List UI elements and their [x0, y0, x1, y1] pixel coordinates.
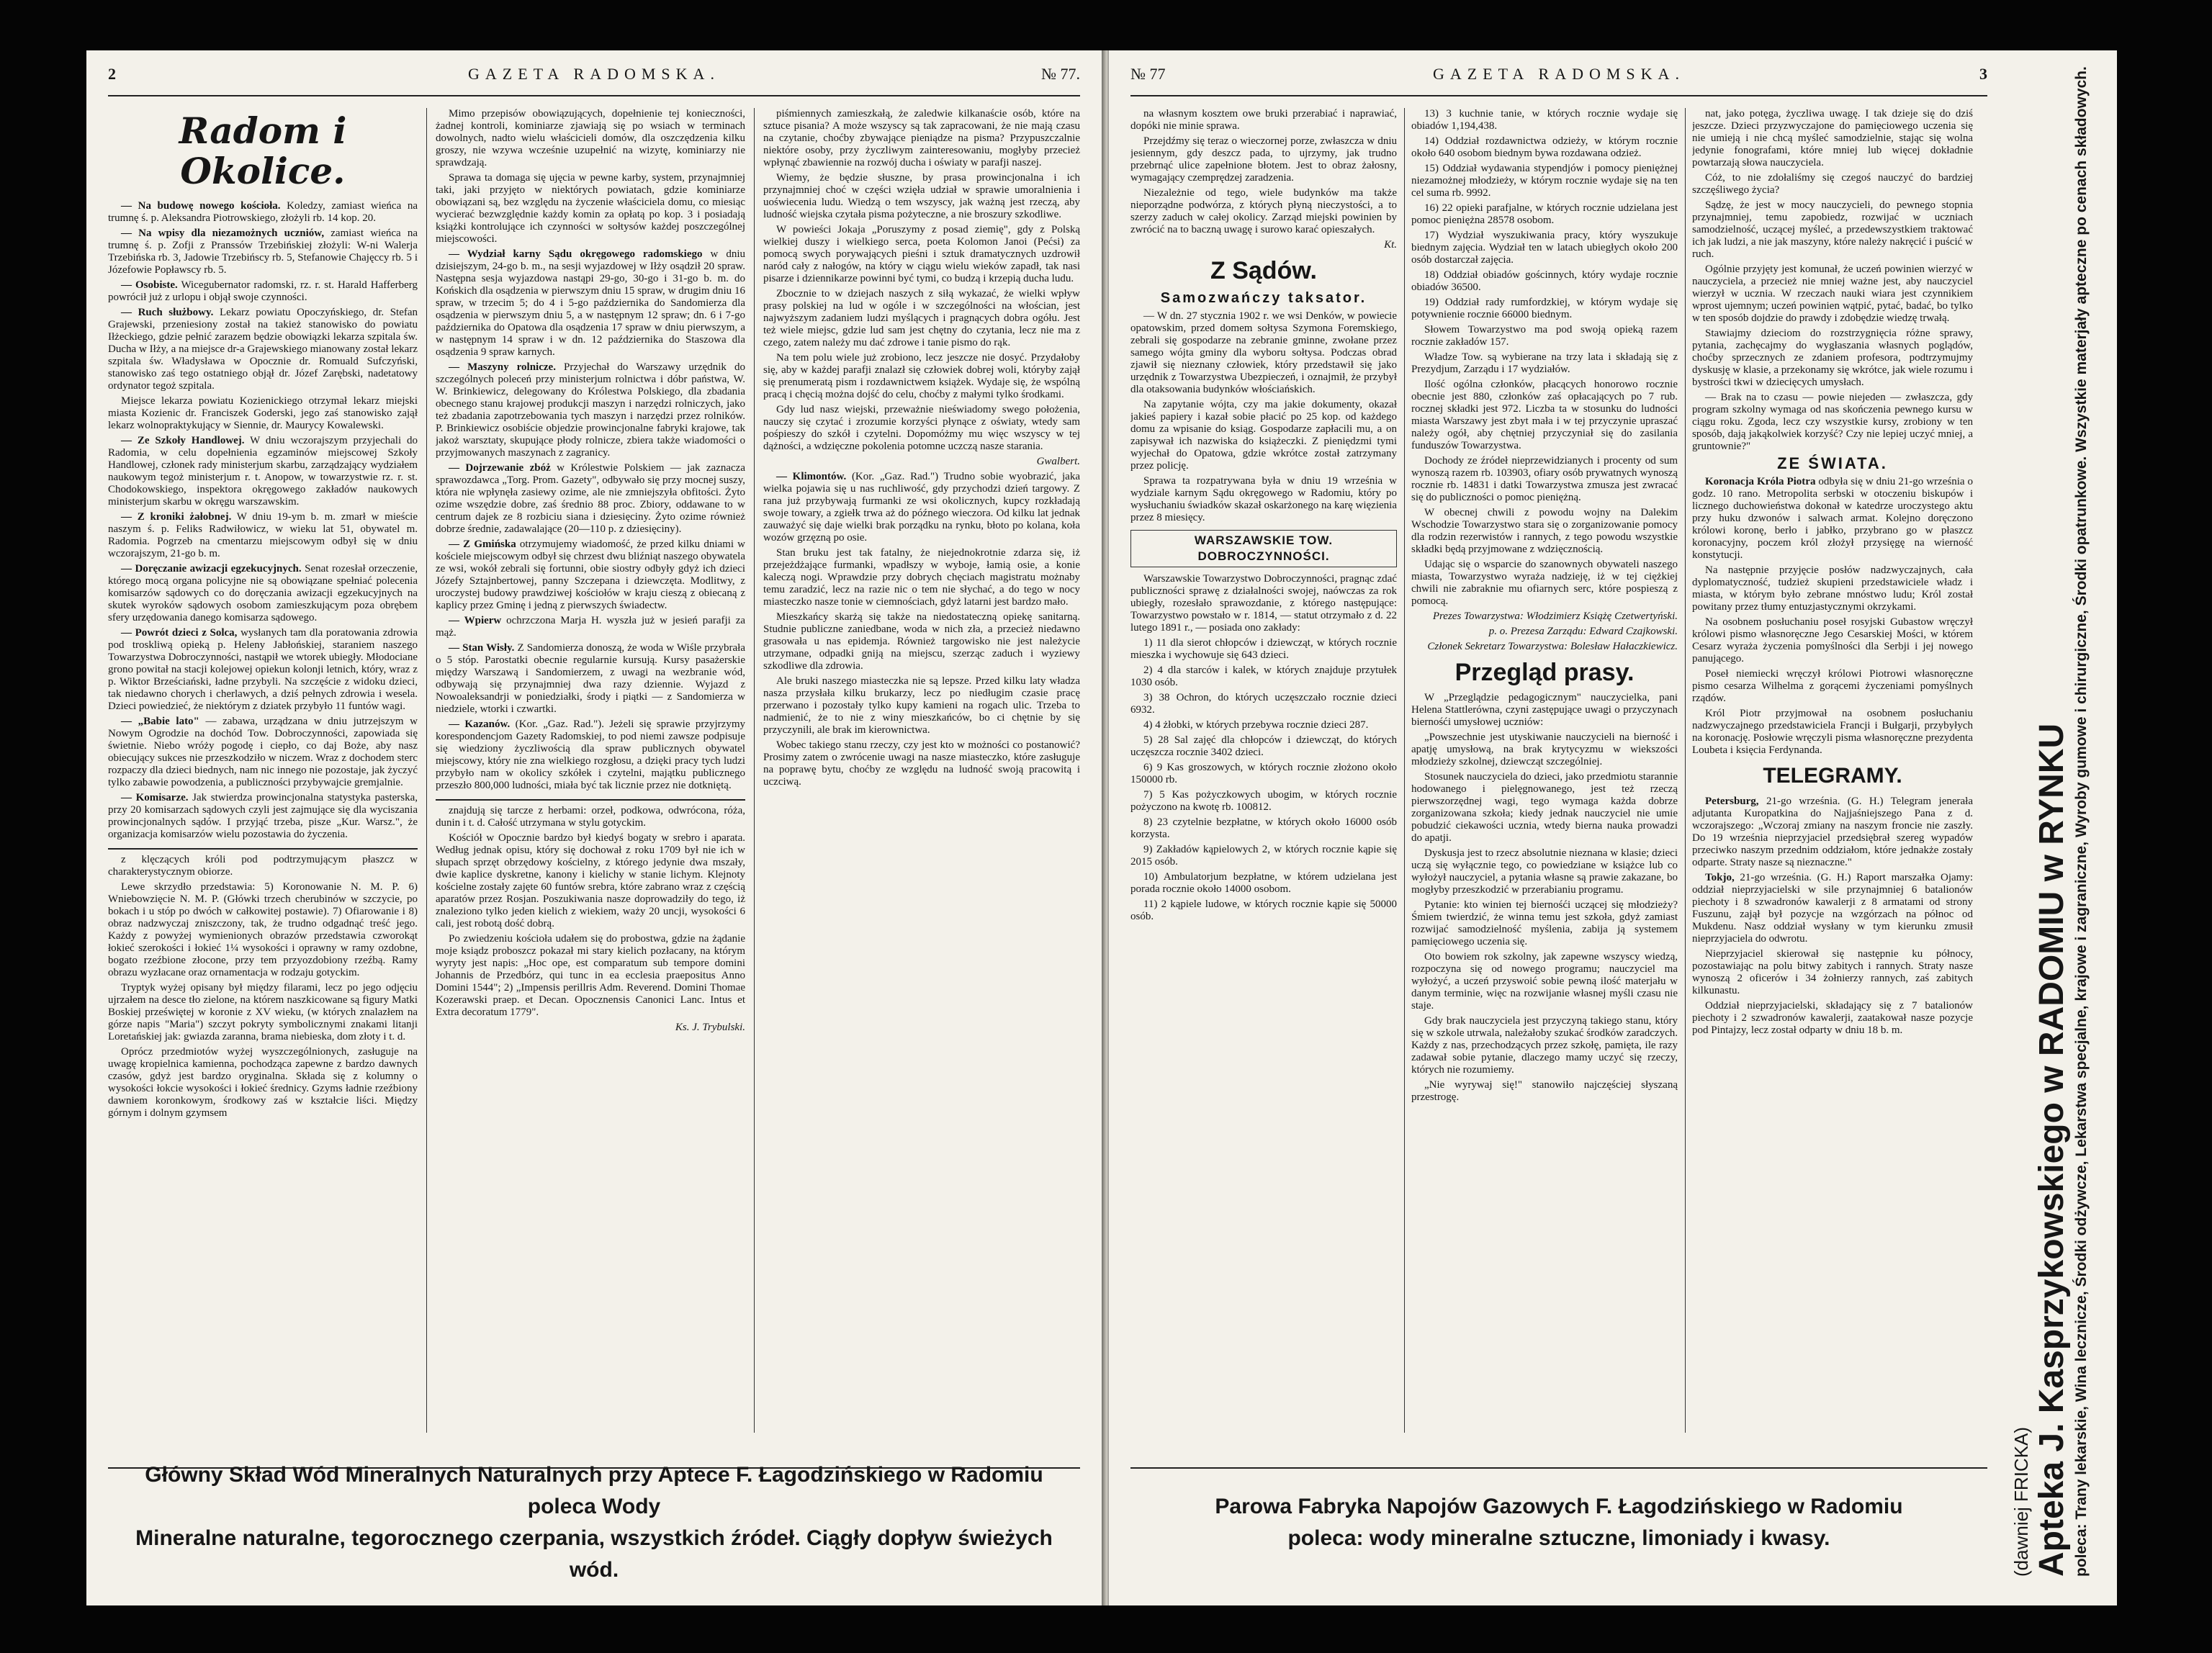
article-paragraph — [108, 200, 418, 225]
newspaper-title: GAZETA RADOMSKA. — [468, 65, 720, 83]
right-page — [1109, 50, 2117, 1605]
article-paragraph — [1411, 455, 1678, 504]
article-paragraph — [436, 642, 745, 716]
article-heading: — Klimontów. — [776, 471, 847, 482]
article-text: 1) 11 dla sierot chłopców i dziewcząt, w których rocznie mieszka i wychowuje się 643 dzieci. — [1130, 637, 1397, 661]
article-text: W dniu wczorajszym przyjechali do Radomia, w celu dopełnienia egzaminów miejscowej Szkoły Handlowej, członek rady ministerjum skarbu, zarządzający wydziałem naukowym tegoż ministerjum r. t. Anopow, w towarzystwie rz. r. st. Chodokowskiego, inspektora okręgowego zakładów naukowych ministerjum skarbu w okręgu warszawskim. — [108, 435, 418, 508]
article-paragraph — [1130, 637, 1397, 662]
article-paragraph — [1411, 108, 1678, 132]
press-review-body — [1411, 692, 1678, 1104]
article-paragraph — [436, 933, 745, 1019]
article-text: Senat rozesłał orzeczenie, którego mocą organa policyjne nie są obowiązane spełniać polecenia komisarzów sądowych co do doręczania awizacji egzekucyjnych na skutek wyroków sądowych osobom zamieszkującym poza obrębem sfery urzędowania danego komisarza sądowego. — [108, 563, 418, 623]
article-text: otrzymujemy wiadomość, że przed kilku dniami w kościele miejscowym odbył się chrzest dwu bliźniąt naszego obywatela ze wsi, wokół zebrali się fortunni, obie siostry odbyły gdyż ich dzieci Józefy Sztajnbertowej, panny Szczepana i dziewczęta. Modlitwy, z uroczystej budowy prawdziwej kościołów w kraju cieszą z obiecaną z kaplicy przez Gminę i jedną z pierwszych świadectw. — [436, 539, 745, 611]
article-text: Sprawa ta domaga się ujęcia w pewne karby, system, przynajmniej taki, jaki przyjęto w niektórych powiatach, gdzie kominiarze obowiązani są, bez względu na życzenie właściciela domu, co miesiąc wycierać bezwzględnie każdy komin za opłatą po kop. 3 i posiadają książki kontrolujące ich czynności w sołtysów każdej poszczególnej miejscowości. — [436, 172, 745, 245]
article-paragraph — [1130, 187, 1397, 236]
article-text: w dniu dzisiejszym, 24-go b. m., na sesji wyjazdowej w Iłży osądził 20 spraw. Następna sesja wyjazdowa nastąpi 29-go, 30-go i 31-go b. m. do Końskich dla osądzenia w pierwszym dniu 15 spraw, w drugim dniu 16 spraw, w trzecim 5; do 4 i 5-go października do Sandomierza dla osądzenia w pierwszym dniu 5, a w następnym 12 spraw; dn. 6 i 7-go października do Opatowa dla osądzenia 17 spraw w dniu pierwszym, a w następnym 14 spraw i w dn. 12 października do Staszowa dla osądzenia 9 spraw karnych. — [436, 248, 745, 358]
article-text: Dochody ze źródeł nieprzewidzianych i procenty od sum wynoszą razem rb. 103903, ofiary osób prywatnych wynoszą rocznie rb. 14831 i datki Towarzystwa zmusza jest zwracać się do publiczności o pomoc pieniężną. — [1411, 455, 1678, 503]
article-paragraph — [1411, 899, 1678, 948]
article-paragraph — [1130, 573, 1397, 634]
article-paragraph — [763, 611, 1080, 672]
article-paragraph — [108, 881, 418, 979]
footer-line-2: poleca: wody mineralne sztuczne, limoniady i kwasy. — [1287, 1526, 1830, 1550]
article-paragraph — [1130, 871, 1397, 896]
article-heading: — Stan Wisły. — [449, 642, 515, 654]
article-text: Lekarz powiatu Opoczyńskiego, dr. Stefan Grajewski, przeniesiony został na takież stanowisko do powiatu Iłżeckiego, gdzie pełnić zarazem będzie obowiązki lekarza szpitala św. Ducha w Iłży, a na miejsce dr-a Grajewskiego mianowany został lekarz szpitala św. Władysława w Opocznie dr. Romuald Sufczyński, stanowisko zaś tego ostatniego objął dr. Józef Zarębski, nadetatowy ordynator tegoż szpitala. — [108, 307, 418, 392]
footer-line-1: Główny Skład Wód Mineralnych Naturalnych przy Aptece F. Łagodzińskiego w Radomiu poleca Wody — [145, 1463, 1043, 1518]
article-text: 6) 9 Kas groszowych, w których rocznie złożono około 150000 rb. — [1130, 762, 1397, 785]
newspaper-title: GAZETA RADOMSKA. — [1433, 65, 1685, 83]
article-signature: p. o. Prezesa Zarządu: Edward Czajkowski. — [1488, 626, 1678, 637]
article-heading: — Komisarze. — [121, 792, 189, 803]
article-text: 17) Wydział wyszukiwania pracy, który wyszukuje biednym zajęcia. Wydział ten w latach ubiegłych około 200 osób dostarczał zajęcia. — [1411, 230, 1678, 266]
article-paragraph — [763, 471, 1080, 544]
article-paragraph — [1692, 172, 1973, 197]
article-text: Wicegubernator radomski, rz. r. st. Harald Hafferberg powrócił już z urlopu i objął swoje czynności. — [108, 279, 418, 303]
article-text: — zabawa, urządzana w dniu jutrzejszym w Nowym Ogrodzie na dochód Tow. Dobroczynności, zapowiada się świetnie. Niebo wróży pogodę i ciepło, co daj Boże, aby nasz obiecujący sukces nie przeszkodziło w niczem. Wraz z dochodem sterc rozpaczy dla dzieci biednych, nam nic innego nie pozostaje, jak życzyć tylko zabawie powodzenia, a publiczności przybywajcie gremjalnie. — [108, 716, 418, 788]
article-paragraph — [436, 615, 745, 639]
article-text: Kościół w Opocznie bardzo był kiedyś bogaty w srebro i aparata. Według jednak opisu, który się dochował z roku 1709 był nie ich w słupach sprzęt obrzędowy kościelny, z którego jedynie dwa mszały, dwie kaplice dyskretne, kanony i kielichy w stanie lichym. Klejnoty kościelne zostały zajęte 60 funtów srebra, które zabrano wraz z częścią aparatów przez Rosjan. Poszukiwania nasze doprowadziły do tego, iż znaleziono tylko jeden kielich z wiekiem, waży 20 uncji, wysokości 6 cali, jest robotą dość dobrą. — [436, 832, 745, 929]
article-paragraph — [1411, 351, 1678, 376]
article-paragraph — [763, 404, 1080, 453]
right-column-2 — [1411, 108, 1678, 1433]
article-paragraph — [1411, 731, 1678, 768]
article-paragraph — [108, 511, 418, 560]
article-text: Zbocznie to w dziejach naszych z siłą wykazać, że wielki wpływ prasy polskiej na lud w ogóle i w szczególności na włościan, jest najwyższym zadaniem ludzi myślących i pragnących dobra ogółu. Jest też wiele miejsc, gdzie lud sam jest chętny do czytania, lecz nie ma z czego, zatem należy mu dać zdrowe i tanie pismo do rąk. — [763, 288, 1080, 348]
article-paragraph — [763, 675, 1080, 737]
article-text: 2) 4 dla starców i kalek, w których znajduje przytułek 1030 osób. — [1130, 665, 1397, 688]
page-number: 3 — [1979, 65, 1987, 83]
article-text: z klęczących króli pod podtrzymującym płaszcz w charakterystycznym obiorze. — [108, 854, 418, 878]
column-divider — [436, 799, 745, 801]
article-paragraph — [1411, 771, 1678, 844]
article-text: Stan bruku jest tak fatalny, że niejednokrotnie zdarza się, iż przejeżdżające furmanki, wpadłszy w wyboje, łamią osie, a konie kaleczą nogi. Wprawdzie przy dobrych chęciach magistratu możnaby temu zaradzić, lecz na razie nic o tem nie słychać, a do tego w nocy miasteczko nasze tonie w ciemnościach, gdyż latarni jest bardzo mało. — [763, 547, 1080, 608]
article-paragraph — [1692, 199, 1973, 261]
article-text: Ale bruki naszego miasteczka nie są lepsze. Przed kilku laty władza nasza przysłała kilku brukarzy, lecz po niedługim czasie pracę przerwano i pozostały tylko kupy kamieni na rogach ulic. Trzeba to nadmienić, że to nie z winy mieszkańców, bo ci chętnie by się przyczynili, ale brak im kierownictwa. — [763, 675, 1080, 736]
article-paragraph — [1411, 230, 1678, 266]
article-text: na własnym kosztem owe bruki przerabiać i naprawiać, dopóki nie minie sprawa. — [1130, 108, 1397, 132]
article-text: 4) 4 żłobki, w których przebywa rocznie dzieci 287. — [1143, 719, 1369, 731]
article-heading: — Wpierw — [449, 615, 502, 626]
article-paragraph — [108, 627, 418, 713]
article-text: 9) Zakładów kąpielowych 2, w których rocznie kąpie się 2015 osób. — [1130, 844, 1397, 868]
article-paragraph — [763, 288, 1080, 349]
article-text: Udając się o wsparcie do szanownych obywateli naszego miasta, Towarzystwo wyraża nadzieję, iż w tej ciężkiej chwili nie zabraknie mu ofiarnych serc, które pospieszą z pomocą. — [1411, 559, 1678, 607]
article-heading: Koronacja Króla Piotra — [1705, 476, 1816, 487]
article-text: Ogólnie przyjęty jest komunał, że uczeń powinien wierzyć w nauczyciela, a przecież nie mniej ważne jest, aby nauczyciel wierzył w ucznia. W rzeczach nauki wiara jest czynnikiem wprost ujemnym; uczeń powinien wątpić, pytać, badać, bo tylko w ten sposób dojdzie do prawdy i zdobędzie wiedzę trwałą. — [1692, 264, 1973, 324]
article-paragraph — [1411, 163, 1678, 199]
left-page-header — [108, 65, 1080, 94]
header-rule — [1130, 95, 1987, 96]
article-heading: — Na budowę nowego kościoła. — [121, 200, 281, 212]
article-paragraph — [1411, 379, 1678, 452]
article-paragraph — [108, 279, 418, 304]
article-paragraph — [1692, 1000, 1973, 1037]
article-paragraph — [1130, 816, 1397, 841]
article-text: Mimo przepisów obowiązujących, dopełnienie tej konieczności, żadnej kontroli, kominiarze zjawiają się po wsiach w terminach dowolnych, nadto wielu właścicieli domów, dla oszczędzenia kilku groszy, nie wzywa wcześnie uzupełnić na wizytę, kominiarzy nie sprawdzają. — [436, 108, 745, 168]
article-text: zamiast wieńca na trumnę ś. p. Zofji z Pranssów Trzebińskiej złożyli: W-ni Walerja Trzebińska rb. 3, Jadowie Trzebińscy rb. 5, Stefanowie Chajęccy rb. 5 i Józefowie Popławscy rb. 5. — [108, 228, 418, 276]
column-body — [1411, 108, 1678, 653]
article-text: Stawiajmy dzieciom do rozstrzygnięcia różne sprawy, pytania, zachęcajmy do wygłaszania własnych poglądów, choćby sprzecznych ze zdaniem profesora, podtrzymujmy dyskusję w klasie, a przekonamy się wkrótce, jak wiele rozumu i bystrości tkwi w dziecięcych umysłach. — [1692, 328, 1973, 388]
article-paragraph — [1692, 668, 1973, 705]
ad-line-1: poleca: Trany lekarskie, Wina lecznicze, Środki odżywcze, Lekarstwa specjalne, krajowe i zagraniczne, Wyroby gumowe i chirurgiczne, Środki opatrunkowe. Wszystkie materjały apteczne po cenach składowych. — [2073, 66, 2090, 1577]
article-paragraph — [763, 224, 1080, 285]
article-text: (Kor. „Gaz. Rad."). Jeżeli się sprawie przyjrzymy korespondencjom Gazety Radomskiej, to pod niemi zawsze podpisuje się wiedziony życzliwością dla spraw publicznych obywatel miejscowy, który nie zna wielkiego rozgłosu, a dzięki pracy tych ludzi przybyło nam w okolicy szkółek i czytelni, majątku publicznego przeszło 800,000 ludności, miała być tak licznie przez nie dotkniętą. — [436, 719, 745, 791]
article-text: Wiemy, że będzie słuszne, by prasa prowincjonalna i ich przynajmniej choć w części wzięła udział w sprawie umoralnienia i uoświecenia ludu. Wiedzą o tem wszyscy, jak ważną jest rzeczą, aby ludność wiejska czytała pisma pożyteczne, a nie broszury szkodliwe. — [763, 172, 1080, 220]
article-heading: — Na wpisy dla niezamożnych uczniów, — [121, 228, 325, 239]
article-text: Przyjechał do Warszawy urzędnik do szczególnych poleceń przy ministerjum rolnictwa i dóbr państwa, W. W. Brinkiewicz, delegowany do Królestwa Polskiego, dla zbadania obecnego stanu krajowej produkcji maszyn i narzędzi rolniczych, jako też zbadania zapotrzebowania tych maszyn i narzędzi przez rolników. P. Brinkiewicz osobiście objedzie prowincjonalne fabryki krajowe, tak jakoż warsztaty, skupujące płody rolnicze, zbiera także wiadomości o przyjmowanych maszynach z zagranicy. — [436, 361, 745, 459]
article-paragraph — [1411, 1015, 1678, 1076]
article-text: Słowem Towarzystwo ma pod swoją opieką razem rocznie zakładów 157. — [1411, 324, 1678, 348]
article-text: (Kor. „Gaz. Rad.") Trudno sobie wyobrazić, jaka wielka pojawia się u nas ruchliwość, gdy przychodzi dzień targowy. Z rana już przybywają furmanki ze wsi okolicznych, kupcy rozkładają swoje towary, a zgiełk trwa aż do późnego wieczora. Od kilku lat jednak zauważyć się daje wielki brak porządku na rynku, błoto po kolana, koła wozów grzęzną po osie. — [763, 471, 1080, 544]
article-paragraph — [436, 832, 745, 930]
article-heading: — Kazanów. — [449, 719, 511, 730]
article-signature: Członek Sekretarz Towarzystwa: Bolesław Hałaczkiewicz. — [1427, 641, 1678, 652]
article-text: W obecnej chwili z powodu wojny na Dalekim Wschodzie Towarzystwo stara się o zorganizowanie pomocy dla rodzin rezerwistów i rannych, z tego powodu wszystkie składki będą przyjmowane z wdzięcznością. — [1411, 507, 1678, 555]
article-text: Jak stwierdza prowincjonalna statystyka pasterska, przy 20 komisarzach sądowych czyli jest zajmujące się dla wyciszania prowincjonalnych sądów. I przyjąć trzeba, pisze „Kur. Warsz.", że organizacja komisarzów wielu pozostawia do życzenia. — [108, 792, 418, 840]
article-text: Władze Tow. są wybierane na trzy lata i składają się z Prezydjum, Zarządu i 17 wydziałów. — [1411, 351, 1678, 375]
column-body — [763, 108, 1080, 788]
charity-section-title: WARSZAWSKIE TOW. DOBROCZYNNOŚCI. — [1130, 530, 1397, 567]
article-text: Mieszkańcy skarżą się także na niedostateczną opiekę sanitarną. Studnie publiczne zaniedbane, woda w nich zła, a przecież niedawno grasowała u nas epidemja. Również targowisko nie jest należycie utrzymane, odpadki gniją na miejscu, szerząc zaduch i wyziewy szkodliwe dla zdrowia. — [763, 611, 1080, 672]
article-heading: — Z kroniki żałobnej. — [121, 511, 232, 523]
article-text: Po zwiedzeniu kościoła udałem się do probostwa, gdzie na żądanie moje ksiądz proboszcz pokazał mi stary kielich pozłacany, na którym wyryty jest napis: „Hoc ope, est comparatum sub tempore domini Johannis de Przedbórz, qui tunc in ea ecclesia praepositus Anno Domini 1544"; 2) „Impensis perillris Adm. Reverend. Domini Thomae Kozerawski praep. et Decan. Opocznensis Canonici Lanc. Intus et Extra decoratum 1779". — [436, 933, 745, 1018]
article-text: Gdy brak nauczyciela jest przyczyną takiego stanu, który się w szkole utrwala, należałoby szukać środków zaradczych. Każdy z nas, przechodzących przez szkołę, pamięta, ile razy zadawał sobie pytanie, dlaczego mamy uczyć się rzeczy, których nie rozumiemy. — [1411, 1015, 1678, 1076]
article-paragraph — [1130, 665, 1397, 689]
article-paragraph — [108, 307, 418, 392]
column-rule — [1404, 108, 1405, 1433]
article-paragraph — [1692, 392, 1973, 453]
article-paragraph — [763, 108, 1080, 169]
article-paragraph — [1411, 559, 1678, 608]
article-heading: Petersburg, — [1705, 796, 1759, 807]
article-paragraph — [1692, 796, 1973, 869]
article-paragraph — [1411, 297, 1678, 321]
courts-article-title: Samozwańczy taksator. — [1160, 290, 1367, 306]
article-paragraph — [1692, 108, 1973, 169]
article-text: Oprócz przedmiotów wyżej wyszczególnionych, zasługuje na uwagę kropielnica kamienna, pochodząca zapewne z bardzo dawnych czasów, gdyż jest bardzo oryginalna. Składa się z kolumny o wysokości łokcie wysokości i łokieć średnicy. Gzyms ładnie rzeźbiony dawniem koronkowym, środkowy zaś w kształcie liści. Między górnym i dolnym gzymsem — [108, 1046, 418, 1119]
article-text: 13) 3 kuchnie tanie, w których rocznie wydaje się obiadów 1,194,438. — [1411, 108, 1678, 132]
article-paragraph — [1130, 719, 1397, 731]
article-text: 19) Oddział rady rumfordzkiej, w którym wydaje się potywnienie rocznie 66000 biednym. — [1411, 297, 1678, 320]
article-text: Poseł niemiecki wręczył królowi Piotrowi własnoręczne pismo cesarza Wilhelma z gorącemi życzeniami pomyślnych rządów. — [1692, 668, 1973, 704]
article-paragraph — [1692, 708, 1973, 757]
telegrams-title: TELEGRAMY. — [1763, 764, 1902, 788]
article-text: ochrzczona Marja H. wyszła już w jesień parafji za mąż. — [436, 615, 745, 639]
article-text: Sprawa ta rozpatrywana była w dniu 19 września w wydziale karnym Sądu okręgowego w Radomiu, który po wysłuchaniu świadków skazał oskarżonego na karę więzienia przez 8 miesięcy. — [1130, 475, 1397, 523]
article-text: Pytanie: kto winien tej biernośći uczącej się młodzieży? Śmiem twierdzić, że winna temu jest szkoła, gdyż zamiast rozwijać samodzielność myślenia, zabija ją systemem pamięciowego uczenia się. — [1411, 899, 1678, 947]
column-rule — [1685, 108, 1686, 1433]
article-heading: — Ze Szkoły Handlowej. — [121, 435, 245, 446]
article-paragraph — [436, 462, 745, 536]
article-text: 15) Oddział wydawania stypendjów i pomocy pieniężnej niezamożnej młodzieży, w którym rocznie wydaje się na ten cel suma rb. 9992. — [1411, 163, 1678, 199]
article-text: wysłanych tam dla poratowania zdrowia pod troskliwą opieką p. Heleny Jabłońskiej, staraniem naszego Towarzystwa Dobroczynności, nastąpił we wtorek ubiegły. Młodociane grono powitał na stacji kolejowej opiekun kolonji letnich, który, wraz z p. Wiktor Brześciański, ładne przybyli. Na szczęście z widoku dzieci, tak niedawno chorych i cherlawych, a dziś pełnych zdrowia i wesela. Dzieci powiedzieć, że niektórym z dziatek przybyło 11 funtów wagi. — [108, 627, 418, 712]
article-text: 10) Ambulatorjum bezpłatne, w którem udzielana jest porada rocznie około 14000 osobom. — [1130, 871, 1397, 895]
article-text: znajdują się tarcze z herbami: orzeł, podkowa, odwrócona, róża, dunin i t. d. Całość utrzymana w stylu gotyckim. — [436, 805, 745, 829]
article-text: W „Przeglądzie pedagogicznym" nauczycielka, pani Helena Stattlerówna, czyni zastępujące uwagi o przyczynach biernośći umysłowej uczniów: — [1411, 692, 1678, 728]
article-paragraph — [1130, 898, 1397, 923]
courts-article-body — [1130, 310, 1397, 524]
article-paragraph — [763, 547, 1080, 608]
right-page-header — [1130, 65, 1987, 94]
footer-line-1: Parowa Fabryka Napojów Gazowych F. Łagodzińskiego w Radomiu — [1215, 1495, 1903, 1518]
article-text: 5) 28 Sal zajęć dla chłopców i dziewcząt, do których uczęszcza rocznie 3402 dzieci. — [1130, 734, 1397, 758]
article-signature: Kt. — [1384, 239, 1397, 251]
article-paragraph — [108, 716, 418, 789]
article-signature: Gwalbert. — [1036, 456, 1080, 467]
article-text: 21-go września. (G. H.) Raport marszałka Ojamy: oddział nieprzyjacielski w sile przynajmniej 6 batalionów piechoty i 8 szwadronów kawalerji z 8 armatami od strony Fuszunu, zajął był pozycje na wzgórzach na północ od Mukdenu. Nasz oddział wysłany w tym kierunku zmusił nieprzyjaciela do odwrotu. — [1692, 872, 1973, 945]
article-paragraph — [1130, 789, 1397, 814]
article-paragraph — [1130, 734, 1397, 759]
article-paragraph — [108, 435, 418, 508]
article-text: Koledzy, zamiast wieńca na trumnę ś. p. Aleksandra Piotrowskiego, złożyli rb. 14 kop. 20. — [108, 200, 418, 224]
article-heading: — „Babie lato" — [121, 716, 199, 727]
article-heading: — Wydział karny Sądu okręgowego radomskiego — [449, 248, 703, 260]
article-paragraph — [1692, 948, 1973, 997]
article-text: 11) 2 kąpiele ludowe, w których rocznie kąpie się 50000 osób. — [1130, 898, 1397, 922]
article-text: Dyskusja jest to rzecz absolutnie nieznana w klasie; dzieci uczą się wyłącznie tego, co powiedziane w książce lub co wyłożył nauczyciel, a pytania własne są prawie zakazane, bo mogłyby przeszkodzić w przerabianiu programu. — [1411, 847, 1678, 896]
right-column-1 — [1130, 108, 1397, 1433]
article-paragraph — [763, 352, 1080, 401]
article-heading: — Ruch służbowy. — [121, 307, 214, 318]
article-text: Król Piotr przyjmował na osobnem posłuchaniu nadzwyczajnego przedstawiciela Francji i Bułgarji, przybyłych na koronację. Posłowie wręczyli pisma własnoręczne prezydenta Loubeta i księcia Ferdynanda. — [1692, 708, 1973, 756]
column-divider — [108, 848, 418, 850]
left-footer-advertisement — [108, 1463, 1080, 1582]
article-paragraph — [108, 982, 418, 1043]
article-heading: — Doręczanie awizacji egzekucyjnych. — [121, 563, 302, 575]
world-section-body — [1692, 476, 1973, 757]
article-text: Oto bowiem rok szkolny, jak zapewne wszyscy wiedzą, rozpoczyna się od nowego programu; nauczyciel ma wyłożyć, a uczeń przyswoić sobie pewną ilość materjału w danym terminie, więc na rozwijanie własnej myśli czasu nie staje. — [1411, 951, 1678, 1012]
article-paragraph — [1130, 762, 1397, 786]
article-paragraph — [1130, 399, 1397, 472]
column-rule — [754, 108, 755, 1433]
issue-number: № 77. — [1041, 65, 1080, 83]
article-paragraph — [1411, 1079, 1678, 1104]
article-paragraph — [1130, 844, 1397, 868]
article-text: Stosunek nauczyciela do dzieci, jako przedmiotu starannie hodowanego i pielęgnowanego, jest też rzeczą pierwszorzędnej wagi, tego wymaga każda dobrze zorganizowana szkoła; kiedy jednak nauczyciel nie umie pobudzić ciekawości ucznia, wtedy bierna nauka prowadzi do apatji. — [1411, 771, 1678, 844]
header-rule — [108, 95, 1080, 96]
article-paragraph — [108, 854, 418, 878]
article-text: nat, jako potęga, życzliwa uwagę. I tak dzieje się do dziś jeszcze. Dzieci przyzwyczajone do pamięciowego uczenia się nie umieją i nie chcą myśleć samodzielnie, stając się wolna jedynie fonografami, które mniej lub więcej dokładnie powtarzają słowa nauczyciela. — [1692, 108, 1973, 168]
article-text: 18) Oddział obiadów gościnnych, który wydaje rocznie obiadów 36500. — [1411, 269, 1678, 293]
pharmacy-vertical-advertisement — [2010, 66, 2104, 1577]
article-paragraph — [1411, 202, 1678, 227]
article-paragraph — [108, 228, 418, 276]
article-text: odbyła się w dniu 21-go września o godz. 10 rano. Metropolita serbski w otoczeniu biskupów i licznego duchowieństwa dokonał w katedrze uroczystego aktu przy huku dzwonów i salwach armat. Kolejno doręczono królowi koronę, berło i jabłko, przybrano go w płaszcz koronacyjny, poczem król złożył przysięgę na wierność konstytucji. — [1692, 476, 1973, 561]
article-text: „Nie wyrywaj się!" stanowiło najczęściej słyszaną przestrogę. — [1411, 1079, 1678, 1103]
article-paragraph — [763, 739, 1080, 788]
left-column-2 — [436, 108, 745, 1433]
article-text: Wobec takiego stanu rzeczy, czy jest kto w możności co postanowić? Prosimy zatem o zwrócenie uwagi na nasze miasteczko, które zasługuje na poprawę bytu, choćby ze względu na ludność swoją pracowitą i uczciwą. — [763, 739, 1080, 788]
article-paragraph — [1130, 310, 1397, 396]
article-text: Na tem polu wiele już zrobiono, lecz jeszcze nie dosyć. Przydałoby się, aby w każdej parafji znalazł się człowiek dobrej woli, któryby zajął się prenumeratą pism i rozdawnictwem książek. Wydaje się, że wspólną pracą i chęcią można dojść do celu, choćby z małymi tylko środkami. — [763, 352, 1080, 400]
issue-number: № 77 — [1130, 65, 1166, 83]
article-text: 21-go września. (G. H.) Telegram jenerała adjutanta Kuropatkina do Najjaśniejszego Pana z d. wczorajszego: „Wczoraj zmiany na naszym froncie nie zaszły. Do 19 września nieprzyjaciel przedsiębrał szereg wypadów przeciwko naszym przednim oddziałom, które jednakże zostały odparte. Straty nasze są nieznaczne." — [1692, 796, 1973, 868]
column-body-continued — [436, 805, 745, 1034]
article-paragraph — [108, 395, 418, 432]
world-section-title: ZE ŚWIATA. — [1777, 454, 1888, 472]
article-paragraph — [1130, 475, 1397, 524]
right-footer-advertisement — [1130, 1467, 1987, 1577]
article-paragraph — [108, 792, 418, 841]
article-text: Niezależnie od tego, wiele budynków ma także nieporządne podwórza, z których płyną nieczystości, a to szerzy zaduch w całej okolicy. Zarząd miejski powinien by zwrócić na to baczną uwagę i surowo karać opieszałych. — [1130, 187, 1397, 235]
article-text: 8) 23 czytelnie bezpłatne, w których około 16000 osób korzysta. — [1130, 816, 1397, 840]
article-paragraph — [1130, 108, 1397, 132]
footer-line-2: Mineralne naturalne, tegorocznego czerpania, wszystkich źródeł. Ciągły dopływ świeżych wód. — [135, 1526, 1053, 1582]
article-text: W powieści Jokaja „Poruszymy z posad ziemię", gdy z Polską wielkiej duszy i wielkiego serca, poeta Kolomon Janoi (Pećsi) za pomocą swych porywających pieśni i sztuk dramatycznych uzdrowił naród cały z nałogów, na który w ciągu wielu wieków zapadł, tak nasi pisarze i dziennikarze powinni być tymi, co budzą i krzepią ducha ludu. — [763, 224, 1080, 284]
article-text: Na osobnem posłuchaniu poseł rosyjski Gubastow wręczył królowi pismo własnoręczne Jego Cesarskiej Mości, w którem Cesarz wyraża życzenia pomyślności dla Serbji i jej nowego panującego. — [1692, 616, 1973, 665]
article-paragraph — [436, 172, 745, 246]
article-text: Przejdźmy się teraz o wieczornej porze, zwłaszcza w dniu jesiennym, gdy deszcz pada, to ujrzymy, jak trudno przebrnąć ulice zapełnione błotem. Jest to obraz żałosny, wymagający czemprędzej zaradzenia. — [1130, 135, 1397, 184]
article-paragraph — [1411, 324, 1678, 348]
column-body-continued — [108, 854, 418, 1120]
article-paragraph — [436, 719, 745, 792]
article-text: Warszawskie Towarzystwo Dobroczynności, pragnąc zdać publiczności sprawę z działalności swojej, naówczas za rok ubiegły, rozesłało sprawozdanie, z którego następujące: Towarzystwo powstało w r. 1814, — statut otrzymało z d. 22 lutego 1891 r., — posiada ono zakłady: — [1130, 573, 1397, 634]
article-text: Cóż, to nie zdołaliśmy się czegoś nauczyć do bardziej szczęśliwego życia? — [1692, 172, 1973, 196]
article-text: 14) Oddział rozdawnictwa odzieży, w którym rocznie około 640 osobom biednym bywa rozdawana odzież. — [1411, 135, 1678, 159]
article-paragraph — [1692, 872, 1973, 945]
article-paragraph — [1411, 269, 1678, 294]
section-masthead: Radom i Okolice. — [179, 109, 347, 192]
article-heading: — Maszyny rolnicze. — [449, 361, 556, 373]
column-body — [436, 108, 745, 792]
article-paragraph — [436, 805, 745, 829]
article-paragraph — [108, 563, 418, 624]
article-text: Gdy lud nasz wiejski, przeważnie nieświadomy swego położenia, nauczy się czytać i zrozumie korzyści płynące z oświaty, wtedy sam pośpieszy do szkół i czytelni. Dopomóżmy mu więc wszyscy w tej dążności, a wdzięczne pokolenia potomne uczczą nasze starania. — [763, 404, 1080, 452]
article-paragraph — [1692, 328, 1973, 389]
article-text: W dniu 19-ym b. m. zmarł w mieście naszym ś. p. Feliks Radwiłowicz, w wieku lat 51, obywatel m. Radomia. Pogrzeb na cmentarzu miejscowym odbył się w dniu wczorajszym, 21-go b. m. — [108, 511, 418, 559]
press-review-title: Przegląd prasy. — [1455, 659, 1635, 686]
ad-line-2: Apteka J. Kasprzykowskiego w RADOMIU w RYNKU — [2033, 723, 2071, 1577]
article-paragraph — [1411, 951, 1678, 1012]
article-text: Lewe skrzydło przedstawia: 5) Koronowanie N. M. P. 6) Wniebowzięcie N. M. P. (Główki trzech cherubinów w szczycie, po bokach i u stóp po dwóch w całkowitej postawie). 7) Ofiarowanie i 8) obraz nadzwyczaj zniszczony, tak, że trudno odgadnąć treść jego. Każdy z powyżej wymienionych obrazów przedstawia czworokąt łokieć szerokości i łokieć 1¼ wysokości i oprawny w ramy ozdobne, bogato rzeźbione złocone, przy tem przyozdobiony rzeźbą. Ramy obrazu wyzłacane oraz ornamentacja w rodzaju gotyckim. — [108, 881, 418, 978]
courts-section-title: Z Sądów. — [1210, 257, 1317, 284]
article-text: Miejsce lekarza powiatu Kozienickiego otrzymał lekarz miejski miasta Kozienic dr. Franciszek Goderski, jego zaś stanowisko zajął lekarz wolnopraktykujący w Siennie, dr. Maurycy Kowalewski. — [108, 395, 418, 431]
charity-article-body — [1130, 573, 1397, 923]
article-text: Oddział nieprzyjacielski, składający się z 7 batalionów piechoty i 2 szwadronów kawalerji, zaatakował nasze pozycje pod Pintajzy, lecz został odparty w dniu 18 b. m. — [1692, 1000, 1973, 1036]
article-heading: Tokjo, — [1705, 872, 1735, 883]
article-text: 7) 5 Kas pożyczkowych ubogim, w których rocznie pożyczono na kwotę rb. 100812. — [1130, 789, 1397, 813]
article-paragraph — [1411, 135, 1678, 160]
article-paragraph — [763, 172, 1080, 221]
article-paragraph — [1692, 476, 1973, 562]
article-text: Z Sandomierza donoszą, że woda w Wiśle przybrała o 5 stóp. Parostatki obecnie regularnie kursują. Kursy pasażerskie między Warszawą i Sandomierzem, z uwagi na wezbranie wód, odbywają się przynajmniej dwa razy dziennie. Wyjazd z Nowoaleksandrji w poniedziałki, środy i piątki — z Sandomierza w niedziele, wtorki i czwartki. — [436, 642, 745, 715]
article-text: 16) 22 opieki parafjalne, w których rocznie udzielana jest pomoc pieniężna 28578 osobom. — [1411, 202, 1678, 226]
article-text: Nieprzyjaciel skierował się następnie ku północy, pozostawiając na polu bitwy zabitych i rannych. Straty nasze wynoszą 2 oficerów i 34 żołnierzy rannych, zaś zabitych kilkunastu. — [1692, 948, 1973, 996]
article-paragraph — [436, 361, 745, 459]
article-paragraph — [1411, 507, 1678, 556]
article-paragraph — [436, 248, 745, 359]
article-text: 3) 38 Ochron, do których uczęszczało rocznie dzieci 6932. — [1130, 692, 1397, 716]
article-text: — W dn. 27 stycznia 1902 r. we wsi Denków, w powiecie opatowskim, przed domem sołtysa Szymona Foremskiego, zebrali się gospodarze na zebranie gminne, zwołane przez samego wójta gminy dla wyboru sołtysa. Podczas obrad zjawił się nieznany człowiek, który przedstawił się jako urzędnik z Towarzystwa Ubezpieczeń, i oznajmił, że przybył dla otaksowania budynków włościańskich. — [1130, 310, 1397, 395]
article-heading: — Powrót dzieci z Solca, — [121, 627, 238, 639]
article-text: Tryptyk wyżej opisany był między filarami, lecz po jego odjęciu ujrzałem na desce tło zielone, na którem naszkicowane są figury Matki Boskiej przeświętej w koronie z XV wieku, (w których znalazłem na górze napis "Maria") szczyt pokryty symbolicznymi znakami litanji Loretańskiej jak: gwiazda zaranna, brama niebieska, dom złoty i t. d. — [108, 982, 418, 1042]
article-paragraph — [1692, 564, 1973, 613]
article-paragraph — [1130, 135, 1397, 184]
right-column-3 — [1692, 108, 1973, 1433]
page-number: 2 — [108, 65, 116, 83]
article-text: piśmiennych zamieszkałą, że zaledwie kilkanaście osób, które na sztuce pisania? A może wszyscy są tak zapracowani, że nie mają czasu na czytanie, choćby zbywające pieniądze na pisma? Przypuszczalnie niektóre osoby, przy życzliwym zainteresowaniu, mogłyby przecież wpłynąć zbawiennie na rozwój ducha i oświaty w parafji naszej. — [763, 108, 1080, 168]
article-text: w Królestwie Polskiem — jak zaznacza sprawozdawca „Torg. Prom. Gazety", odbywało się przy mocnej suszy, która nie wpłynęła zasiewy ozime, ale nie zmniejszyła obfitości. Żyto ozime wszędzie dobre, zaś średnio 88 proc. Zbiory, oddawane to w centrum dajek ze 8 rozbiciu siana i dziesięciny. Żyto ozime również dobrze średnie, zadawalające (20—110 p. z dziesięciny). — [436, 462, 745, 535]
ad-line-3: (dawniej FRICKA) — [2010, 1426, 2032, 1577]
left-column-3 — [763, 108, 1080, 1433]
article-heading: — Dojrzewanie zbóż — [449, 462, 551, 474]
article-paragraph — [1692, 616, 1973, 665]
article-text: „Powszechnie jest utyskiwanie nauczycieli na bierność i apatję umysłową, na brak krytycyzmu w wiekszości młodzieży szkolnej, dziewcząt szczególniej. — [1411, 731, 1678, 767]
article-signature: Prezes Towarzystwa: Włodzimierz Książę Czetwertyński. — [1432, 611, 1678, 622]
article-text: Sądzę, że jest w mocy nauczycieli, do pewnego stopnia przynajmniej, temu zapobiedz, rozwijać w uczniach samodzielność, uczącej myśleć, a przedewszystkiem traktować ich jak ludzi, a nie jak maszyny, które należy nakręcić i puścić w ruch. — [1692, 199, 1973, 260]
article-paragraph — [1411, 692, 1678, 729]
column-body — [1130, 108, 1397, 251]
article-paragraph — [1130, 692, 1397, 716]
telegrams-body — [1692, 796, 1973, 1037]
article-text: — Brak na to czasu — powie niejeden — zwłaszcza, gdy program szkolny wymaga od nas skończenia pewnego kursu w ciągu roku. Zgoda, lecz czy wszystkie kursy, zrobiony w ten sposób, dają jakąkolwiek korzyść? Czy nie lepiej uczyć mniej, a gruntownie?" — [1692, 392, 1973, 452]
article-text: Ilość ogólna członków, płacących honorowo rocznie obecnie jest 880, członków zaś opłacających po 7 rub. rocznej składki jest 972. Liczba ta w stosunku do ludności miasta Warszawy jest zbyt mała i w tej przyczynie upraszać należy ogół, aby chętniej przyczyniał się do zasilania funduszów Towarzystwa. — [1411, 379, 1678, 451]
article-paragraph — [436, 108, 745, 169]
article-text: Na następnie przyjęcie posłów nadzwyczajnych, cała dyplomatyczność, tudzież skupieni przedstawiciele władz i miasta, w którym było zebrane mnóstwo ludu; Król został powitany przez tłumy entuzjastycznymi okrzykami. — [1692, 564, 1973, 613]
article-paragraph — [1692, 264, 1973, 325]
article-paragraph — [1411, 847, 1678, 896]
column-body — [1692, 108, 1973, 453]
article-text: Na zapytanie wójta, czy ma jakie dokumenty, okazał jakieś papiery i kazał sobie płacić po 25 kop. od każdego domu za wpisanie do ksiąg. Gospodarze zapłacili mu, a on zapisywał ich nazwiska do książeczki. Z pieniędzmi tymi wyjechał do Opatowa, gdzie wkrótce został zatrzymany przez policję. — [1130, 399, 1397, 472]
article-paragraph — [436, 539, 745, 612]
left-page — [86, 50, 1102, 1605]
article-heading: — Z Gmińska — [449, 539, 516, 550]
article-heading: — Osobiste. — [121, 279, 178, 291]
article-paragraph — [108, 1046, 418, 1120]
article-signature: Ks. J. Trybulski. — [675, 1022, 745, 1033]
column-rule — [426, 108, 427, 1433]
column-body — [108, 200, 418, 841]
left-column-1 — [108, 108, 418, 1433]
